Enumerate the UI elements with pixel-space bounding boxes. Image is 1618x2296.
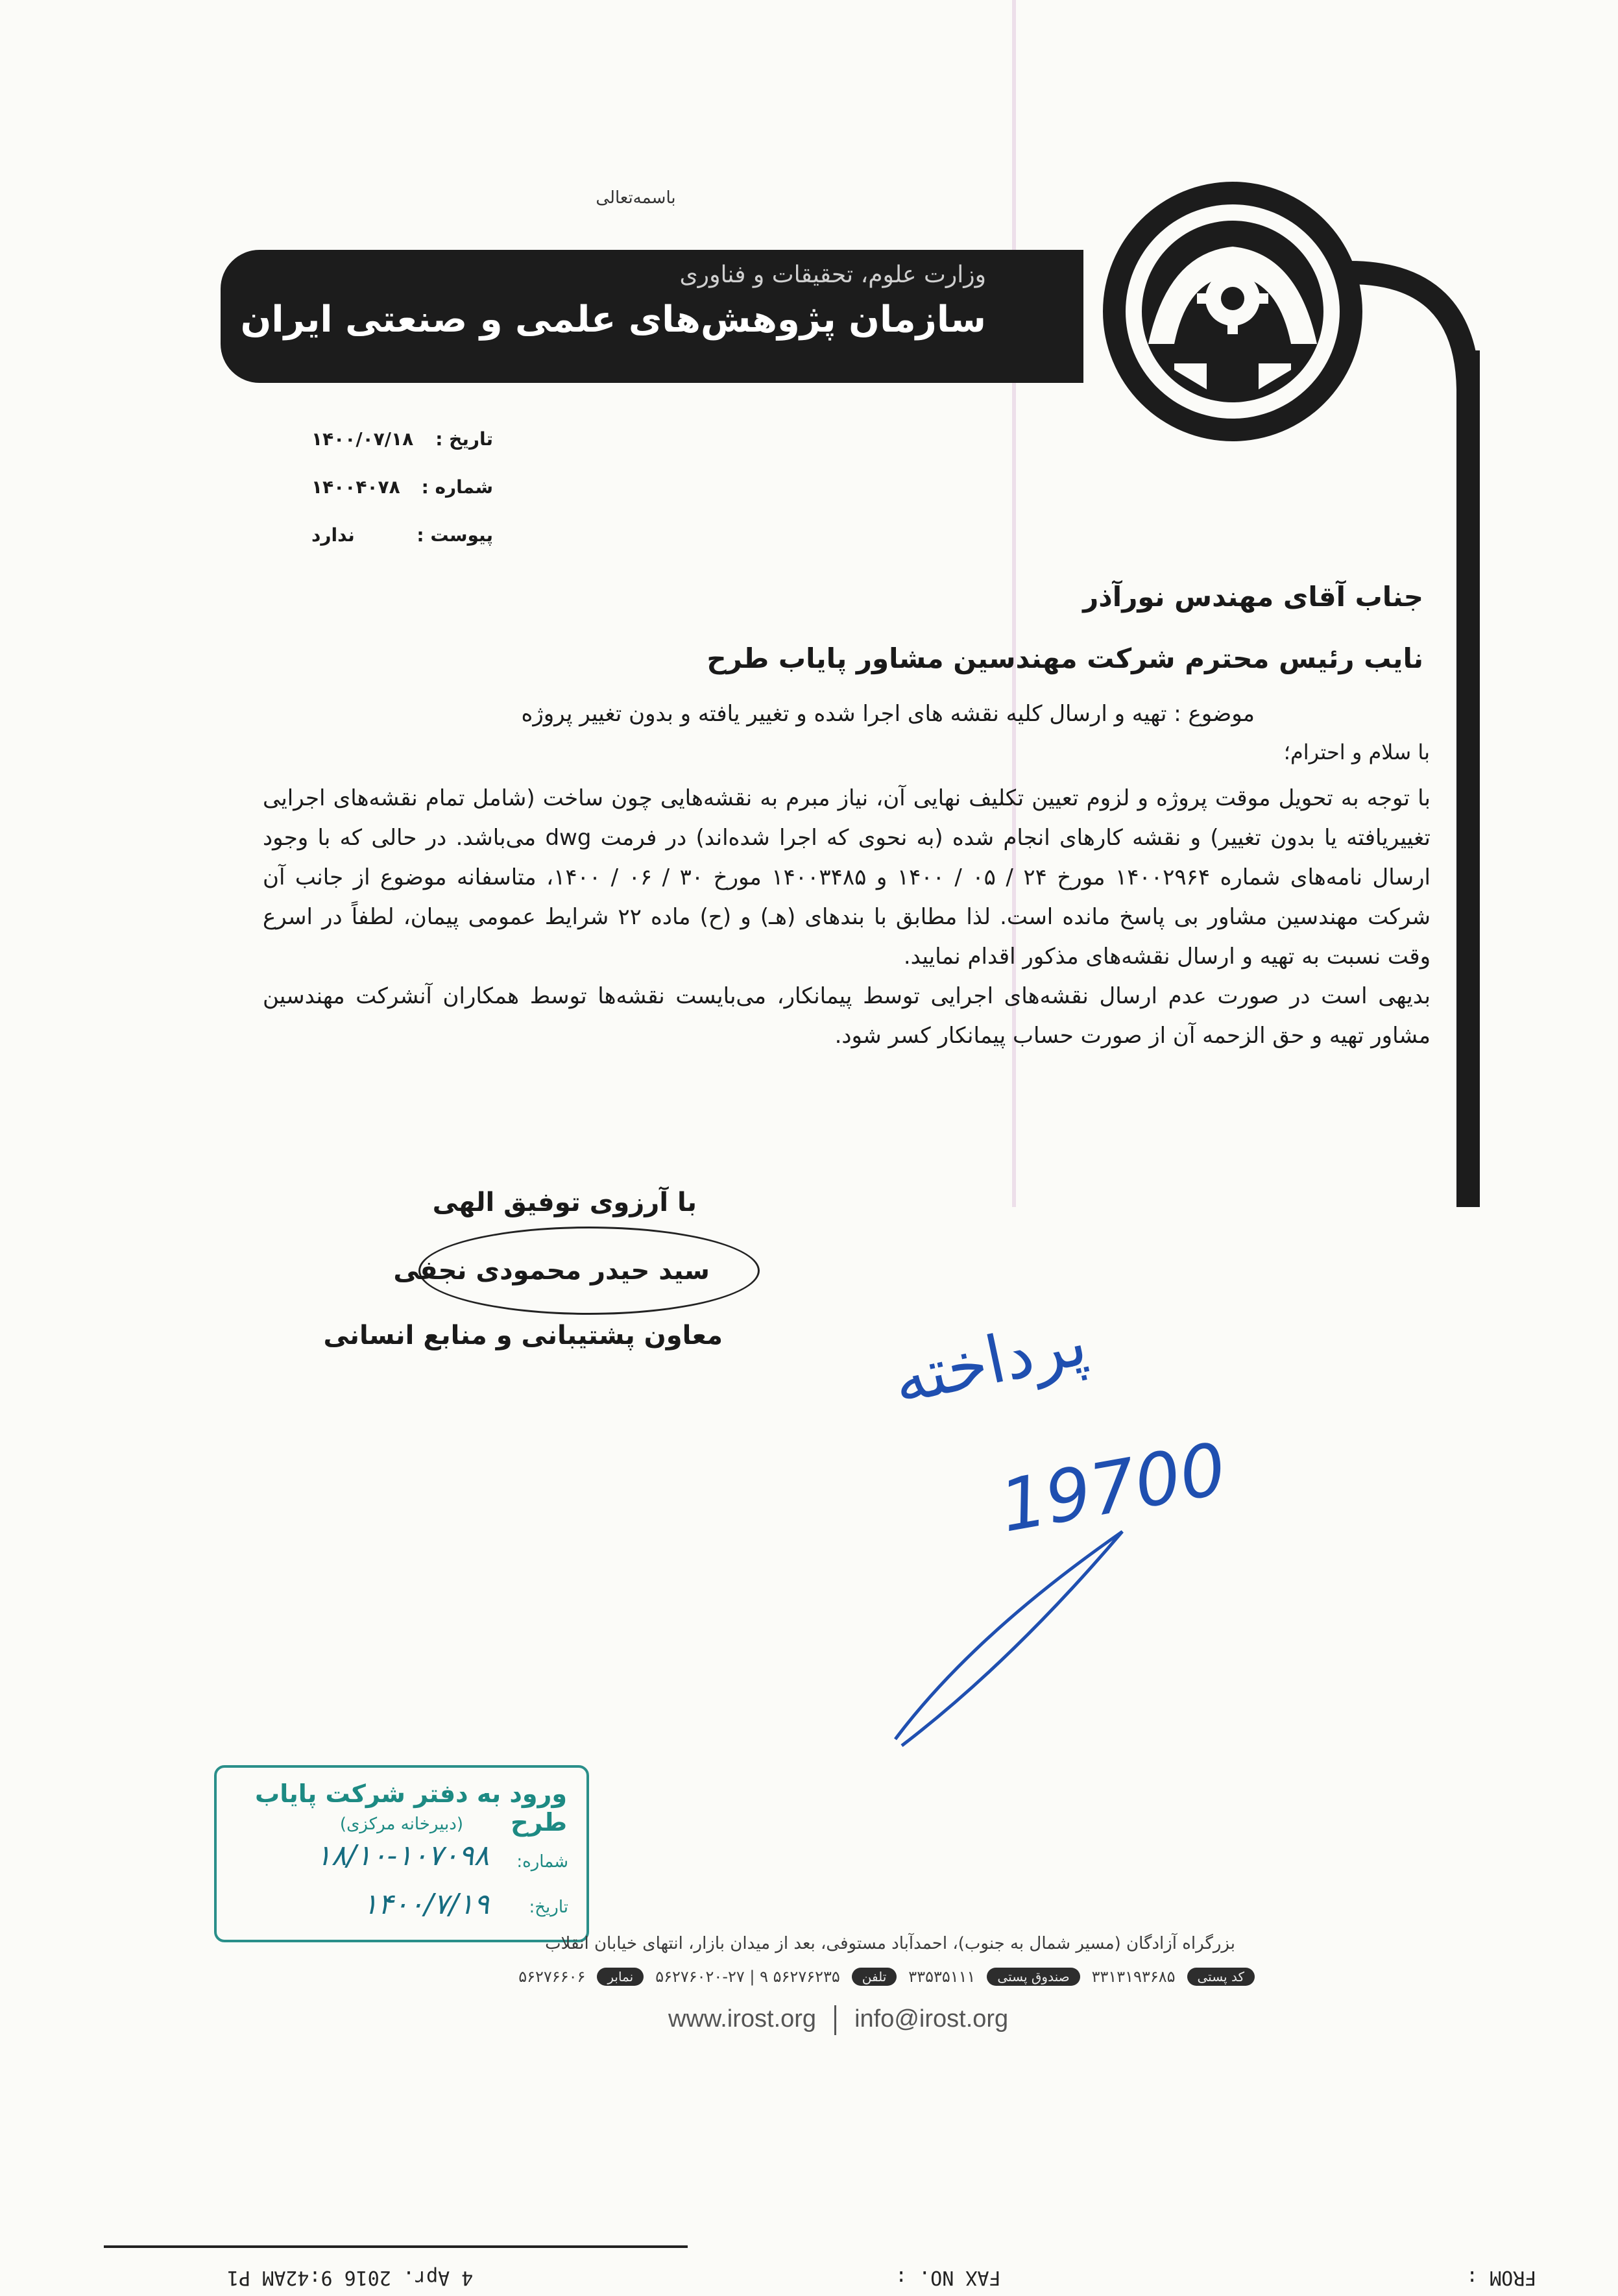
paragraph-1: با توجه به تحویل موقت پروژه و لزوم تعیین تکلیف نهایی آن، نیاز مبرم به نقشه‌هایی چون ساخت (شامل تمام نقشه‌های اجرایی تغییریافته یا بدون تغییر) و نقشه کارهای انجام شده (به نحوی که اجرا شده‌اند) در فرمت dwg می‌باشد. در حالی که با وجود ارسال نامه‌های شماره ۱۴۰۰۲۹۶۴ مورخ ۲۴ / ۰۵ / ۱۴۰۰ و ۱۴۰۰۳۴۸۵ مورخ ۳۰ / ۰۶ / ۱۴۰۰، متاسفانه موضوع از جانب آن شرکت مهندسین مشاور بی پاسخ مانده است. لذا مطابق با بندهای (هـ) و (ح) ماده ۲۲ شرایط عمومی پیمان، لطفاً در اسرع وقت نسبت به تهیه و ارسال نقشه‌های مذکور اقدام نمایید. xyxy=(263,785,1431,970)
recipient-line1: جناب آقای مهندس نورآذر xyxy=(1083,581,1423,613)
phone-label: تلفن xyxy=(852,1968,897,1986)
handwritten-note xyxy=(843,1246,1298,1765)
fax-value: ۵۶۲۷۶۶۰۶ xyxy=(518,1968,586,1986)
stamp-date-value: ۱۴۰۰/۷/۱۹ xyxy=(362,1888,489,1921)
letter-meta xyxy=(311,415,493,559)
letter-body xyxy=(263,779,1431,1056)
stamp-number-label: شماره: xyxy=(516,1852,568,1872)
fax-label: نمابر xyxy=(597,1968,644,1986)
stamp-title: ورود به دفتر شرکت پایاب طرح xyxy=(255,1779,567,1837)
footer-divider xyxy=(834,2005,836,2035)
closing: با آرزوی توفیق الهی xyxy=(432,1188,697,1217)
greeting: با سلام و احترام؛ xyxy=(1283,740,1430,764)
postal-value: ۳۳۱۳۱۹۳۶۸۵ xyxy=(1091,1968,1176,1986)
organization-name: سازمان پژوهش‌های علمی و صنعتی ایران xyxy=(240,299,986,341)
handwritten-number: 19700 xyxy=(994,1426,1233,1548)
paragraph-2: بدیهی است در صورت عدم ارسال نقشه‌های اجرایی توسط پیمانکار، می‌بایست نقشه‌ها توسط همکاران آنشرکت مهندسین مشاور تهیه و حق الزحمه آن از صورت حساب پیمانکار کسر شود. xyxy=(263,983,1431,1049)
organization-logo-icon xyxy=(1096,175,1369,448)
footer-contacts xyxy=(518,1968,1255,1986)
frame-right-bar xyxy=(1456,350,1480,1207)
email-link[interactable]: info@irost.org xyxy=(854,2005,1009,2033)
entry-stamp xyxy=(214,1765,589,1942)
fax-datetime: 4 Apr. 2016 9:42AM P1 xyxy=(227,2266,474,2289)
attachment-value: ندارد xyxy=(311,524,355,546)
date-label: تاریخ : xyxy=(435,428,493,450)
ministry-name: وزارت علوم، تحقیقات و فناوری xyxy=(679,262,986,288)
stamp-date-label: تاریخ: xyxy=(529,1898,568,1917)
pobox-value: ۳۳۵۳۵۱۱۱ xyxy=(908,1968,976,1986)
footer-address: بزرگراه آزادگان (مسیر شمال به جنوب)، احمدآباد مستوفی، بعد از میدان بازار، انتهای خیابان انقلاب xyxy=(545,1934,1235,1953)
number-label: شماره : xyxy=(421,476,493,498)
fax-number: FAX NO. : xyxy=(895,2266,1001,2289)
header-banner xyxy=(221,250,1083,383)
stamp-subtitle: (دبیرخانه مرکزی) xyxy=(339,1814,463,1834)
phone-value: ۵۶۲۷۶۲۳۵ ۹ | ۵۶۲۷۶۰۲۰-۲۷ xyxy=(655,1968,840,1986)
pobox-label: صندوق پستی xyxy=(987,1968,1080,1986)
stamp-number-value: ۱۸/۱۰-۱۰۷۰۹۸ xyxy=(315,1839,489,1872)
signer-name: سید حیدر محمودی نجفی xyxy=(393,1256,710,1286)
attachment-label: پیوست : xyxy=(417,524,493,546)
website-link[interactable]: www.irost.org xyxy=(668,2005,817,2033)
date-value: ۱۴۰۰/۰۷/۱۸ xyxy=(311,428,414,450)
handwritten-signature-stroke xyxy=(895,1532,1122,1746)
postal-label: کد پستی xyxy=(1187,1968,1255,1986)
fax-divider xyxy=(104,2245,688,2248)
number-value: ۱۴۰۰۴۰۷۸ xyxy=(311,476,400,498)
recipient-line2: نایب رئیس محترم شرکت مهندسین مشاور پایاب طرح xyxy=(706,642,1423,674)
handwritten-word: پرداخته xyxy=(886,1304,1093,1419)
fax-from: FROM : xyxy=(1466,2266,1537,2289)
footer-web xyxy=(668,2005,1008,2035)
bismillah: باسمه‌تعالی xyxy=(596,188,676,208)
subject: موضوع : تهیه و ارسال کلیه نقشه های اجرا شده و تغییر یافته و بدون تغییر پروژه xyxy=(521,701,1255,727)
signer-title: معاون پشتیبانی و منابع انسانی xyxy=(323,1321,723,1350)
